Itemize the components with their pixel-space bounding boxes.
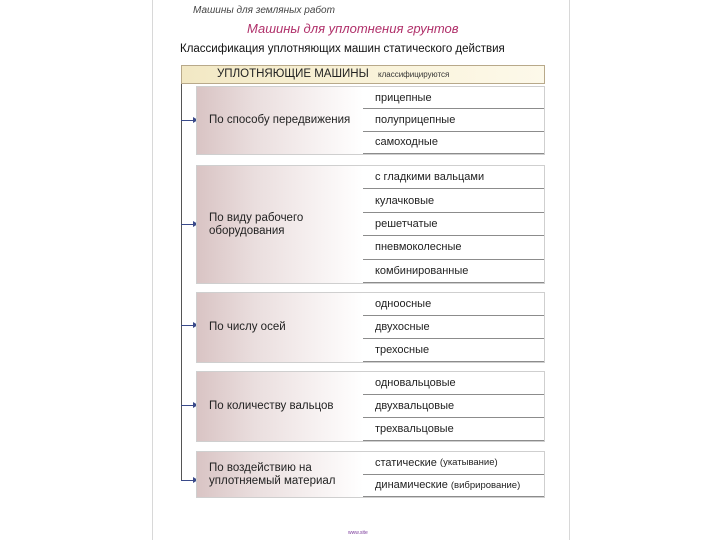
option-item: решетчатые <box>363 213 544 236</box>
arrow-right-icon <box>181 405 196 406</box>
group-impact <box>196 451 545 498</box>
page-title: Машины для уплотнения грунтов <box>247 21 459 36</box>
arrow-right-icon <box>181 224 196 225</box>
option-item: полуприцепные <box>363 109 544 131</box>
group-axles <box>196 292 545 363</box>
option-item: прицепные <box>363 87 544 109</box>
option-item: двухвальцовые <box>363 395 544 418</box>
header-label: УПЛОТНЯЮЩИЕ МАШИНЫ <box>217 68 369 80</box>
option-item: самоходные <box>363 132 544 154</box>
footer-link[interactable]: www.site <box>348 530 368 536</box>
category-label: По числу осей <box>197 293 363 362</box>
group-rollers <box>196 371 545 442</box>
option-item: трехвальцовые <box>363 418 544 441</box>
tree-trunk-line <box>181 84 182 481</box>
option-item: пневмоколесные <box>363 236 544 259</box>
category-label: По виду рабочего оборудования <box>197 166 363 283</box>
option-item: трехосные <box>363 339 544 362</box>
option-item: с гладкими вальцами <box>363 166 544 189</box>
option-item: одновальцовые <box>363 372 544 395</box>
category-label: По способу передвижения <box>197 87 363 154</box>
option-note: (вибрирование) <box>450 479 521 491</box>
option-item: кулачковые <box>363 189 544 212</box>
option-item <box>363 452 544 475</box>
top-caption: Машины для земляных работ <box>193 5 335 16</box>
option-text: статические <box>375 456 437 469</box>
category-label: По воздействию на уплотняемый материал <box>197 452 363 497</box>
group-movement <box>196 86 545 155</box>
group-equipment <box>196 165 545 284</box>
arrow-right-icon <box>181 480 196 481</box>
arrow-right-icon <box>181 120 196 121</box>
option-note: (укатывание) <box>439 457 498 469</box>
category-label: По количеству вальцов <box>197 372 363 441</box>
option-item: двухосные <box>363 316 544 339</box>
option-item <box>363 475 544 498</box>
classification-header <box>181 65 545 84</box>
arrow-right-icon <box>181 325 196 326</box>
page-subtitle: Классификация уплотняющих машин статического действия <box>180 43 505 55</box>
option-text: динамические <box>375 479 448 492</box>
option-item: комбинированные <box>363 260 544 283</box>
header-note: классифицируются <box>377 70 450 79</box>
option-item: одноосные <box>363 293 544 316</box>
